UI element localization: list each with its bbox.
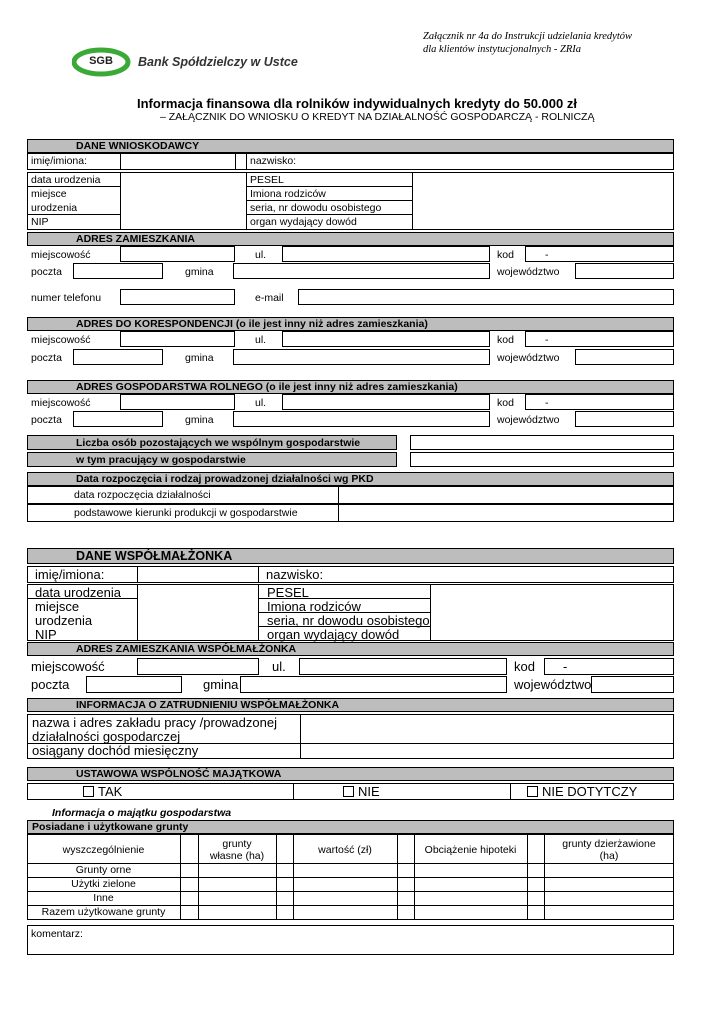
farm-post-label: poczta <box>31 414 62 426</box>
corr-commune-input[interactable] <box>233 349 490 365</box>
page-subtitle: – ZAŁĄCZNIK DO WNIOSKU O KREDYT NA DZIAŁALNOŚĆ GOSPODARCZĄ - ROLNICZĄ <box>160 111 595 123</box>
property-na-option[interactable] <box>527 784 637 799</box>
property-no-label: NIE <box>358 784 380 799</box>
comment-box[interactable] <box>27 925 674 955</box>
province-label: województwo <box>497 266 560 278</box>
page-title: Informacja finansowa dla rolników indywidualnych kredyty do 50.000 zł <box>137 96 577 111</box>
col-leased-header-2: (ha) <box>599 850 619 862</box>
corr-city-input[interactable] <box>120 331 235 347</box>
annex-note <box>423 30 632 56</box>
land-header: Posiadane i użytkowane grunty <box>27 820 674 834</box>
nip-label: NIP <box>31 216 49 228</box>
col-own-header-1: grunty <box>222 838 252 850</box>
spouse-post-label: poczta <box>31 677 70 692</box>
spouse-city-input[interactable] <box>137 658 259 675</box>
postcode-dash: - <box>545 249 549 261</box>
spouse-birthplace-label-2: urodzenia <box>35 613 93 628</box>
last-name-label: nazwisko: <box>250 155 297 167</box>
divider <box>293 783 294 800</box>
first-name-label: imię/imiona: <box>31 155 88 167</box>
spouse-dob-label: data urodzenia <box>35 585 122 600</box>
col-leased-header-1: grunty dzierżawione <box>562 838 656 850</box>
divider <box>120 153 121 170</box>
household-working-label: w tym pracujący w gospodarstwie <box>27 452 397 467</box>
post-label: poczta <box>31 266 62 278</box>
col-own-header-2: własne (ha) <box>209 850 265 862</box>
annex-line-2: dla klientów instytucjonalnych - ZRIa <box>423 44 582 55</box>
corr-postcode-label: kod <box>497 334 514 346</box>
farm-province-label: województwo <box>497 414 560 426</box>
farm-street-input[interactable] <box>282 394 490 410</box>
property-na-label: NIE DOTYTCZY <box>542 784 638 799</box>
divider <box>338 486 339 504</box>
annex-line-1: Załącznik nr 4a do Instrukcji udzielania kredytów <box>423 31 633 42</box>
spouse-last-name-label: nazwisko: <box>266 567 324 582</box>
divider <box>137 566 138 583</box>
divider <box>258 566 259 583</box>
applicant-header: DANE WNIOSKODAWCY <box>27 139 674 153</box>
corr-postcode-dash: - <box>545 334 549 346</box>
comment-label: komentarz: <box>31 928 83 940</box>
property-no-option[interactable] <box>343 784 380 799</box>
corr-header: ADRES DO KORESPONDENCJI (o ile jest inny niż adres zamieszkania) <box>27 317 674 331</box>
spouse-id-issuer-label: organ wydający dowód <box>267 627 400 642</box>
province-input[interactable] <box>575 263 674 279</box>
checkbox-icon[interactable] <box>527 786 538 797</box>
id-series-label: seria, nr dowodu osobistego <box>250 202 382 214</box>
email-label: e-mail <box>255 292 284 304</box>
address-header: ADRES ZAMIESZKANIA <box>27 232 674 246</box>
corr-street-input[interactable] <box>282 331 490 347</box>
divider <box>300 714 301 759</box>
corr-post-input[interactable] <box>73 349 163 365</box>
household-working-input[interactable] <box>410 452 674 467</box>
spouse-street-label: ul. <box>272 659 286 674</box>
postcode-label: kod <box>497 249 514 261</box>
farm-header: ADRES GOSPODARSTWA ROLNEGO (o ile jest inny niż adres zamieszkania) <box>27 380 674 394</box>
property-header: USTAWOWA WSPÓLNOŚĆ MAJĄTKOWA <box>27 767 674 781</box>
activity-directions-label: podstawowe kierunki produkcji w gospodarstwie <box>74 507 298 519</box>
spouse-address-header: ADRES ZAMIESZKANIA WSPÓŁMAŁŻONKA <box>27 642 674 656</box>
birthplace-label-1: miejsce <box>31 188 67 200</box>
divider <box>412 172 413 230</box>
checkbox-icon[interactable] <box>83 786 94 797</box>
household-persons-input[interactable] <box>410 435 674 450</box>
farm-province-input[interactable] <box>575 411 674 427</box>
spouse-province-label: województwo <box>514 677 592 692</box>
farm-commune-label: gmina <box>185 414 214 426</box>
spouse-parents-label: Imiona rodziców <box>267 599 361 614</box>
corr-province-label: województwo <box>497 352 560 364</box>
spouse-street-input[interactable] <box>299 658 507 675</box>
spouse-city-label: miejscowość <box>31 659 105 674</box>
row-total-label: Razem użytkowane grunty <box>41 906 166 918</box>
spouse-nip-label: NIP <box>35 627 57 642</box>
commune-input[interactable] <box>233 263 490 279</box>
spouse-employer-label-2: działalności gospodarczej <box>32 729 181 744</box>
corr-city-label: miejscowość <box>31 334 91 346</box>
dob-label: data urodzenia <box>31 174 101 186</box>
spouse-commune-input[interactable] <box>240 676 507 693</box>
spouse-postcode-label: kod <box>514 659 535 674</box>
corr-street-label: ul. <box>255 334 267 346</box>
phone-label: numer telefonu <box>31 292 102 304</box>
bank-name: Bank Spółdzielczy w Ustce <box>138 55 298 69</box>
id-issuer-label: organ wydający dowód <box>250 216 357 228</box>
email-input[interactable] <box>298 289 674 305</box>
farm-commune-input[interactable] <box>233 411 490 427</box>
farm-city-input[interactable] <box>120 394 235 410</box>
corr-province-input[interactable] <box>575 349 674 365</box>
spouse-birthplace-label-1: miejsce <box>35 599 80 614</box>
divider <box>510 783 511 800</box>
post-input[interactable] <box>73 263 163 279</box>
city-label: miejscowość <box>31 249 91 261</box>
spouse-name-row <box>27 566 674 583</box>
applicant-name-row <box>27 153 674 170</box>
street-label: ul. <box>255 249 267 261</box>
commune-label: gmina <box>185 266 214 278</box>
activity-header: Data rozpoczęcia i rodzaj prowadzonej działalności wg PKD <box>27 472 674 486</box>
street-input[interactable] <box>282 246 490 262</box>
bank-logo <box>72 47 132 77</box>
household-persons-label: Liczba osób pozostających we wspólnym gospodarstwie <box>27 435 397 450</box>
farm-city-label: miejscowość <box>31 397 91 409</box>
row-grassland-label: Użytki zielone <box>71 878 136 890</box>
logo-text: SGB <box>89 55 113 67</box>
farm-postcode-dash: - <box>545 397 549 409</box>
parents-label: Imiona rodziców <box>250 188 326 200</box>
spouse-income-label: osiągany dochód miesięczny <box>32 743 199 758</box>
col-value-header: wartość (zł) <box>318 844 372 856</box>
spouse-header: DANE WSPÓŁMAŁŻONKA <box>27 548 674 564</box>
activity-start-label: data rozpoczęcia działalności <box>74 489 211 501</box>
farm-post-input[interactable] <box>73 411 163 427</box>
property-yes-option[interactable] <box>83 784 122 799</box>
divider <box>235 153 236 170</box>
spouse-employment-header: INFORMACJA O ZATRUDNIENIU WSPÓŁMAŁŻONKA <box>27 698 674 712</box>
divider <box>338 504 339 522</box>
phone-input[interactable] <box>120 289 235 305</box>
spouse-commune-label: gmina <box>203 677 239 692</box>
divider <box>430 584 431 641</box>
divider <box>246 172 247 230</box>
property-yes-label: TAK <box>98 784 123 799</box>
spouse-employer-label-1: nazwa i adres zakładu pracy /prowadzonej <box>32 715 277 730</box>
pesel-label: PESEL <box>250 174 284 186</box>
row-other-label: Inne <box>93 892 114 904</box>
corr-commune-label: gmina <box>185 352 214 364</box>
spouse-first-name-label: imię/imiona: <box>35 567 105 582</box>
spouse-post-input[interactable] <box>86 676 182 693</box>
col-mortgage-header: Obciążenie hipoteki <box>424 844 517 856</box>
spouse-province-input[interactable] <box>591 676 674 693</box>
corr-post-label: poczta <box>31 352 62 364</box>
spouse-id-series-label: seria, nr dowodu osobistego <box>267 613 430 628</box>
row-arable-label: Grunty orne <box>75 864 132 876</box>
farm-street-label: ul. <box>255 397 267 409</box>
divider <box>137 584 138 641</box>
birthplace-label-2: urodzenia <box>31 202 78 214</box>
col-item-header: wyszczególnienie <box>62 844 145 856</box>
spouse-pesel-label: PESEL <box>267 585 309 600</box>
spouse-postcode-dash: - <box>563 659 568 674</box>
checkbox-icon[interactable] <box>343 786 354 797</box>
farm-postcode-label: kod <box>497 397 514 409</box>
city-input[interactable] <box>120 246 235 262</box>
divider <box>120 172 121 230</box>
divider <box>246 153 247 170</box>
assets-title: Informacja o majątku gospodarstwa <box>52 807 232 819</box>
